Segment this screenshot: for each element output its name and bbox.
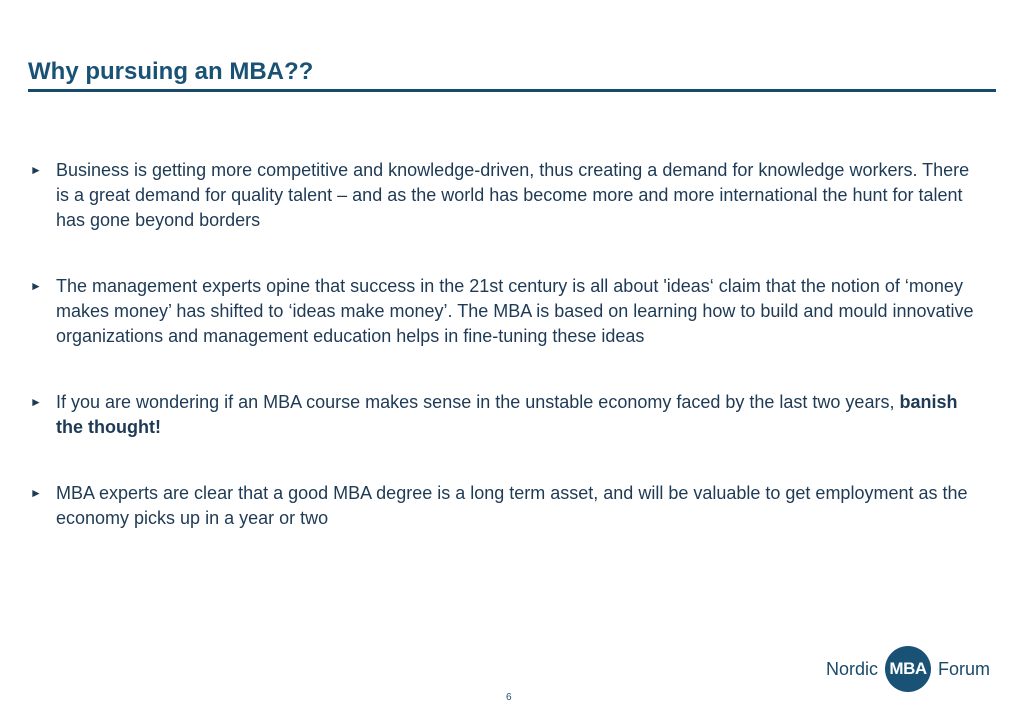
bullet-arrow-icon: ► — [30, 486, 42, 500]
bullet-text-bold: banish the thought! — [56, 392, 958, 437]
bullet-arrow-icon: ► — [30, 163, 42, 177]
page-number: 6 — [506, 692, 512, 703]
logo-circle: MBA — [885, 646, 931, 692]
bullet-arrow-icon: ► — [30, 395, 42, 409]
bullet-text: The management experts opine that success in the 21st century is all about 'ideas‘ claim that the notion of ‘money makes money’ has shifted to ‘ideas make money’. The MBA is based on learning how to build and mould innovative organizations and management education helps in fine-tuning these ideas — [56, 276, 974, 346]
bullet-arrow-icon: ► — [30, 279, 42, 293]
bullet-item — [30, 274, 980, 349]
bullet-list — [30, 158, 980, 572]
bullet-item — [30, 158, 980, 233]
bullet-text: MBA experts are clear that a good MBA degree is a long term asset, and will be valuable to get employment as the economy picks up in a year or two — [56, 483, 968, 528]
logo-text-left: Nordic — [826, 658, 879, 679]
bullet-text: Business is getting more competitive and knowledge-driven, thus creating a demand for knowledge workers. There is a great demand for quality talent – and as the world has become more and more international the hunt for talent has gone beyond borders — [56, 160, 970, 230]
bullet-text-regular: If you are wondering if an MBA course makes sense in the unstable economy faced by the last two years, — [56, 392, 900, 412]
bullet-item — [30, 390, 980, 440]
nordic-mba-forum-logo — [826, 645, 990, 693]
bullet-item — [30, 481, 980, 531]
title-divider — [28, 89, 996, 92]
logo-text-right: Forum — [938, 658, 991, 679]
slide-title: Why pursuing an MBA?? — [28, 58, 314, 85]
bullet-text — [56, 392, 957, 437]
